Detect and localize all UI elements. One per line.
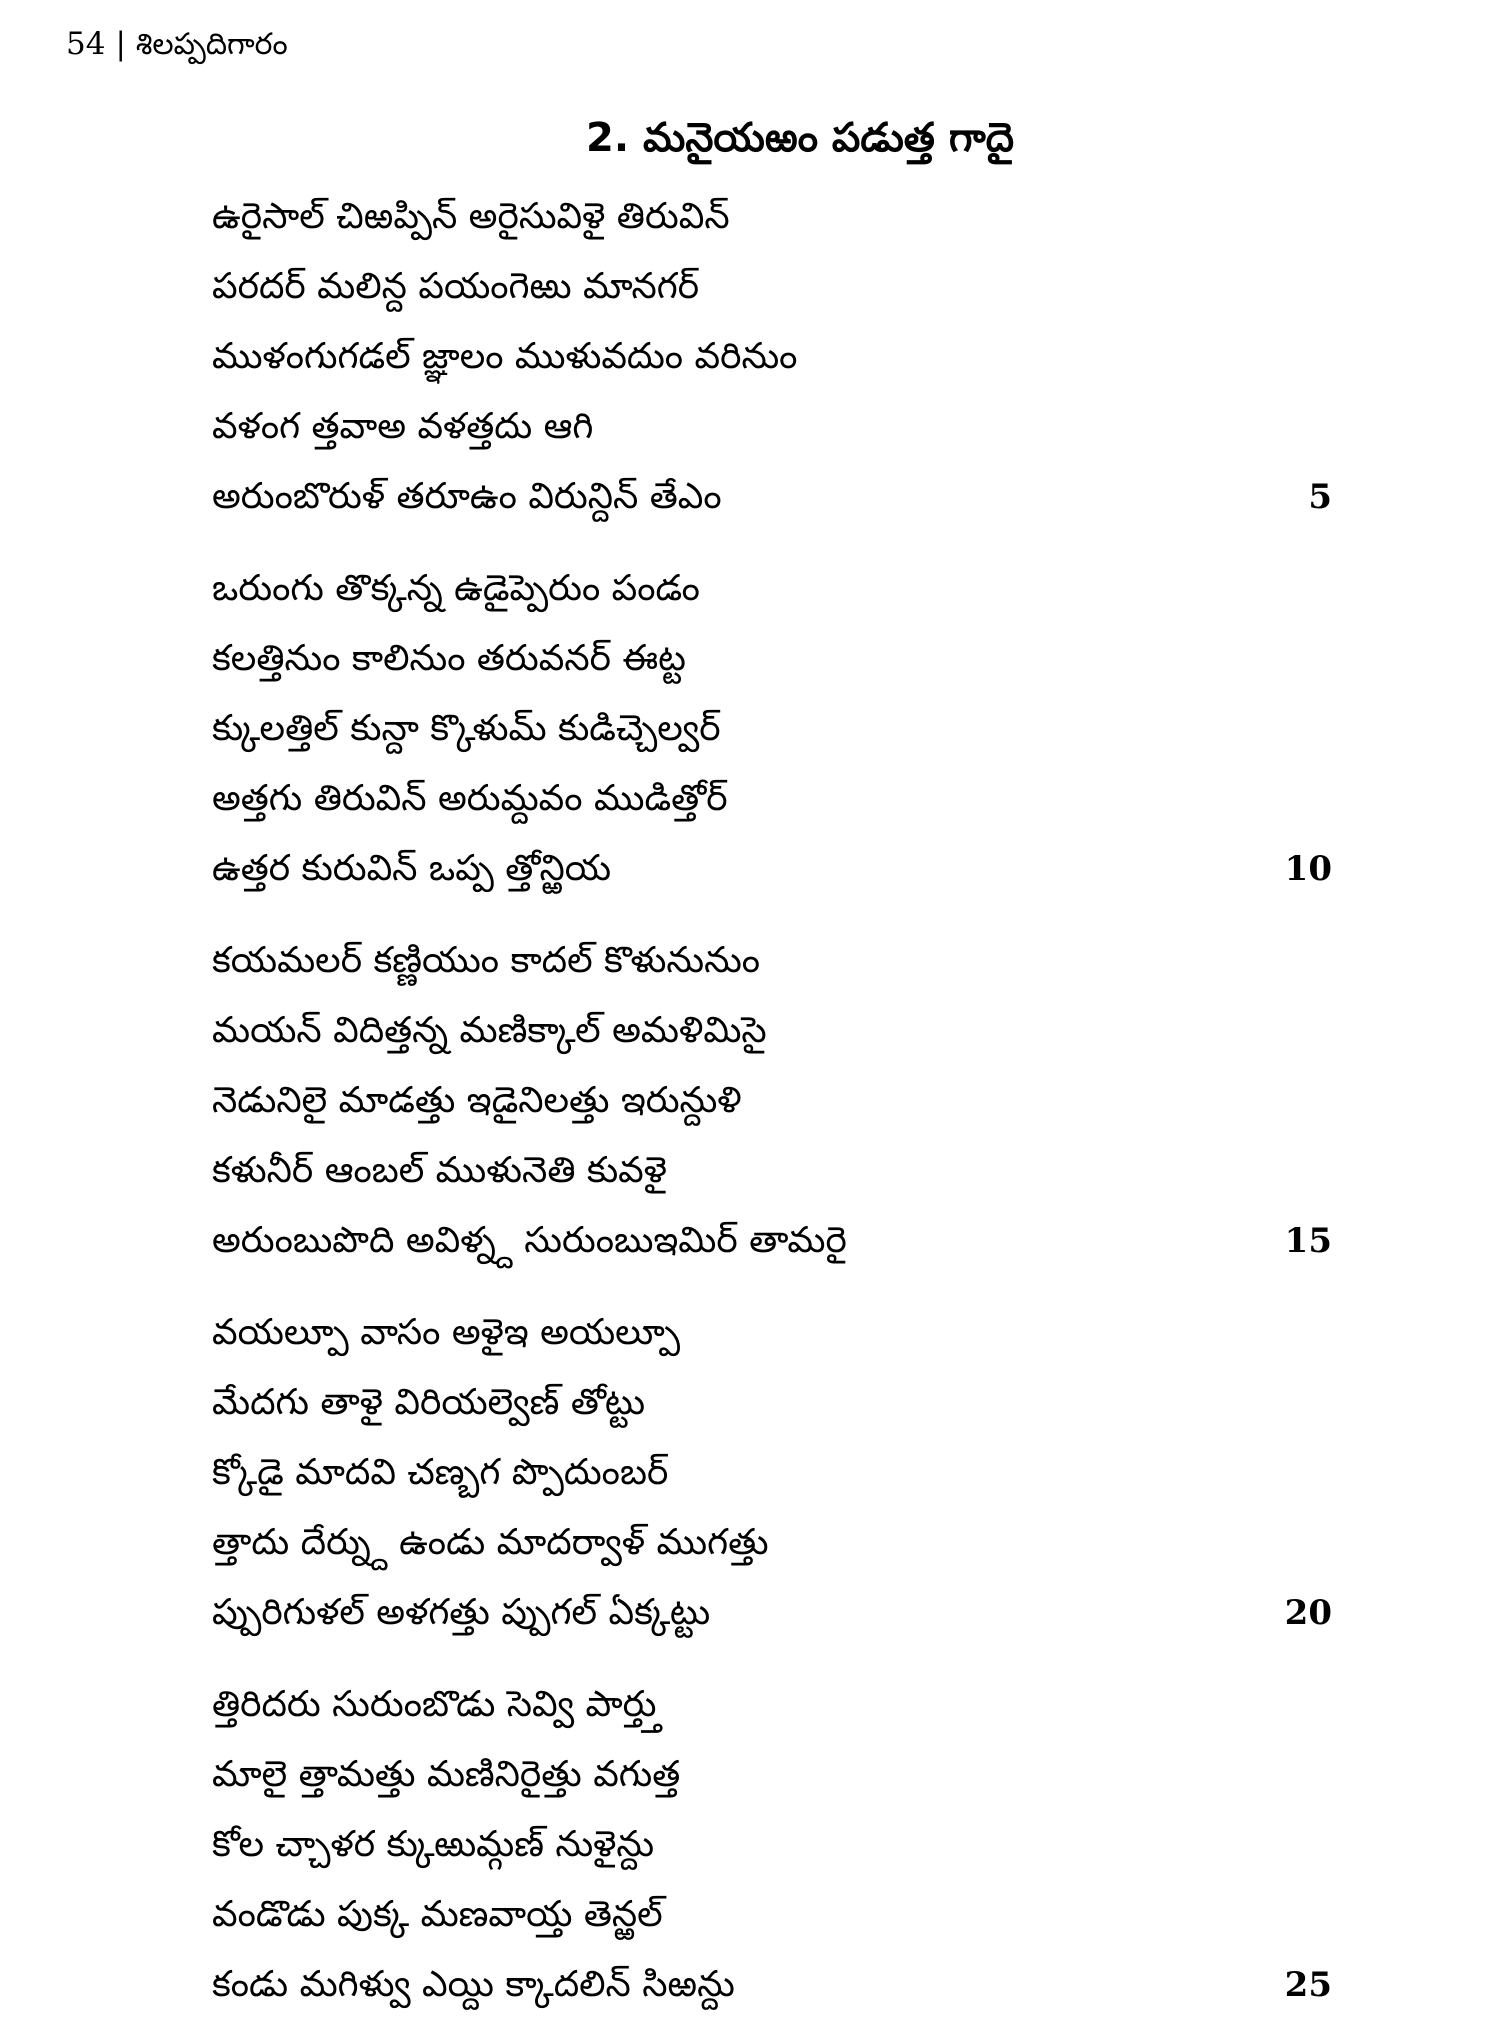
verse-line <box>212 392 1332 462</box>
verse-line-text: ఉరైసాల్ చిఱప్పిన్ అరైసువిళై తిరువిన్ <box>212 196 730 237</box>
verse-line-text: క్కోడై మాదవి చణ్బగ ప్పొదుంబర్ <box>212 1452 669 1493</box>
verse-line <box>212 1298 1332 1368</box>
verse-line-text: త్తాదు దేర్న్దు ఉండు మాదర్వాళ్ ముగత్తు <box>212 1522 769 1563</box>
verse-line-text: కండు మగిళ్వు ఎయ్ది క్కాదలిన్ సిఱన్దు <box>212 1964 735 2005</box>
verse-line-text: అరుంబుపొది అవిళ్న్ద సురుంబుఇమిర్ తామరై <box>212 1220 847 1261</box>
stanza <box>212 182 1332 532</box>
verse-line-text: త్తిరిదరు సురుంబొడు సెవ్వి పార్త్తు <box>212 1684 663 1725</box>
verse-line-text: మాలై త్తామత్తు మణినిరైత్తు వగుత్త <box>212 1754 681 1795</box>
verse-line <box>212 1438 1332 1508</box>
verse-line <box>212 182 1332 252</box>
page-number: 54 <box>66 26 106 62</box>
book-title: శిలప్పదిగారం <box>135 27 288 62</box>
verse-line <box>212 1066 1332 1136</box>
verse-line <box>212 834 1332 904</box>
line-number: 25 <box>1284 1965 1332 2005</box>
verse-line-text: కళునీర్ ఆంబల్ ముళునెతి కువళై <box>212 1150 667 1191</box>
verse-line-text: కోల చ్చాళర క్కుఱుమ్గణ్ నుళైన్దు <box>212 1824 655 1865</box>
verse-line <box>212 554 1332 624</box>
verse-line <box>212 694 1332 764</box>
verse-line-text: అరుంబొరుళ్ తరూఉం విరున్దిన్ తేఎం <box>212 476 722 517</box>
verse-line <box>212 1136 1332 1206</box>
line-number: 10 <box>1284 849 1332 889</box>
stanza <box>212 1670 1332 2020</box>
verse-line-text: కలత్తినుం కాలినుం తరువనర్ ఈట్ట <box>212 638 686 679</box>
verse-line-text: మేదగు తాళై విరియల్వెణ్ తోట్టు <box>212 1382 646 1423</box>
line-number: 5 <box>1308 477 1332 517</box>
verse-line <box>212 462 1332 532</box>
verse-line-text: వళంగ త్తవాఅ వళత్తదు ఆగి <box>212 406 594 447</box>
verse-line <box>212 1880 1332 1950</box>
verse-line-text: నెడునిలై మాడత్తు ఇడైనిలత్తు ఇరున్దుళి <box>212 1080 742 1121</box>
header-separator: | <box>115 26 126 62</box>
verse-line-text: అత్తగు తిరువిన్ అరుమ్దవం ముడిత్తోర్ <box>212 778 728 819</box>
poem-text <box>212 182 1332 2042</box>
section-title: 2. మనైయఱం పడుత్త గాదై <box>586 115 1014 161</box>
verse-line <box>212 1578 1332 1648</box>
verse-line-text: వండొడు పుక్క మణవాయ్త తెన్ఱల్ <box>212 1894 663 1935</box>
verse-line <box>212 1950 1332 2020</box>
verse-line <box>212 1670 1332 1740</box>
verse-line-text: ముళంగుగడల్ జ్ఞాలం ముళువదుం వరినుం <box>212 336 798 377</box>
verse-line-text: ప్పురిగుళల్ అళగత్తు ప్పుగల్ ఏక్కట్టు <box>212 1592 711 1633</box>
stanza <box>212 1298 1332 1648</box>
stanza <box>212 554 1332 904</box>
line-number: 20 <box>1284 1593 1332 1633</box>
verse-line-text: పరదర్ మలిన్ద పయంగెఱు మానగర్ <box>212 266 700 307</box>
verse-line <box>212 1206 1332 1276</box>
verse-line <box>212 996 1332 1066</box>
verse-line-text: ఒరుంగు తొక్కన్న ఉడైప్పెరుం పండం <box>212 568 700 609</box>
verse-line <box>212 322 1332 392</box>
verse-line <box>212 1740 1332 1810</box>
stanza <box>212 926 1332 1276</box>
verse-line-text: మయన్ విదిత్తన్న మణిక్కాల్ అమళిమిసై <box>212 1010 767 1051</box>
verse-line-text: ఉత్తర కురువిన్ ఒప్ప త్తోన్ఱియ <box>212 848 612 889</box>
running-head <box>66 22 288 67</box>
verse-line <box>212 926 1332 996</box>
verse-line-text: క్కులత్తిల్ కున్దా క్కొళుమ్ కుడిచ్చెల్వర్ <box>212 708 721 749</box>
verse-line <box>212 252 1332 322</box>
verse-line <box>212 624 1332 694</box>
verse-line <box>212 1508 1332 1578</box>
verse-line-text: కయమలర్ కణ్ణియుం కాదల్ కొళునునుం <box>212 940 761 981</box>
line-number: 15 <box>1284 1221 1332 1261</box>
verse-line <box>212 764 1332 834</box>
verse-line-text: వయల్పూ వాసం అళైఇ అయల్పూ <box>212 1312 681 1353</box>
verse-line <box>212 1368 1332 1438</box>
verse-line <box>212 1810 1332 1880</box>
